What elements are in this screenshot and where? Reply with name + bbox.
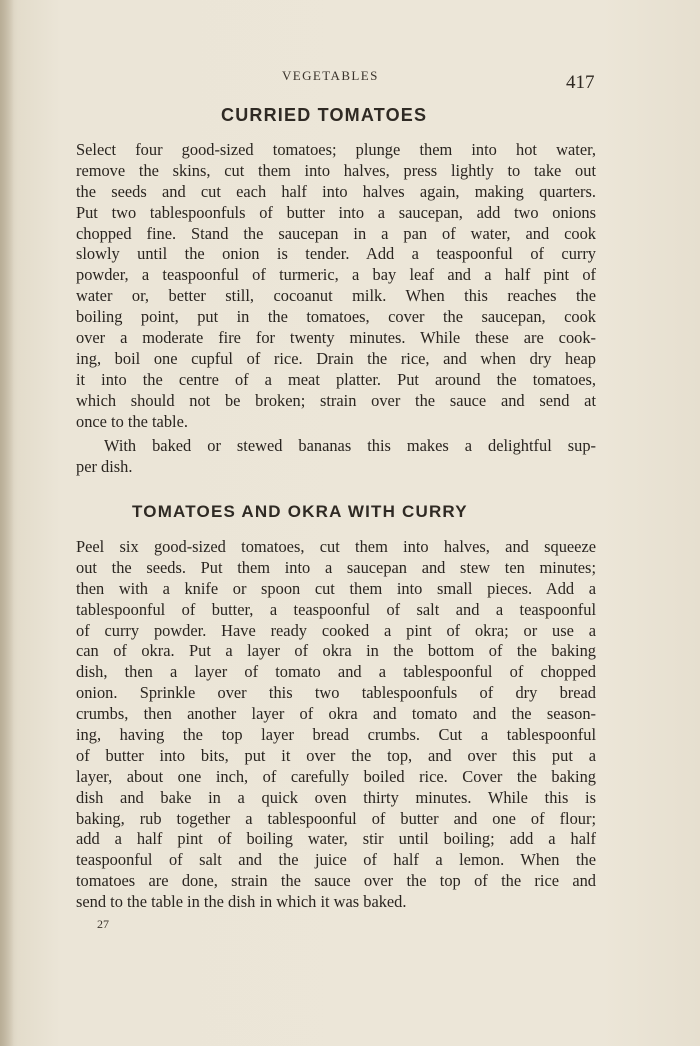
text-line: Put two tablespoonfuls of butter into a saucepan, add two onions [76,202,596,222]
text-line: which should not be broken; strain over the sauce and send at [76,390,596,410]
text-line: the seeds and cut each half into halves again, making quarters. [76,181,596,201]
text-line: over a moderate fire for twenty minutes. While these are cook- [76,328,596,348]
page-number: 417 [566,72,595,93]
text-line: layer, about one inch, of carefully boiled rice. Cover the baking [76,766,596,786]
text-line: Select four good-sized tomatoes; plunge them into hot water, [76,140,596,159]
curried-tomatoes-instructions [76,140,596,432]
text-line: can of okra. Put a layer of okra in the bottom of the baking [76,641,596,661]
running-head: VEGETABLES [282,68,379,83]
text-line: tomatoes are done, strain the sauce over the top of the rice and [76,871,596,891]
text-line: of curry powder. Have ready cooked a pint of okra; or use a [76,620,596,640]
text-line: of butter into bits, put it over the top, and over this put a [76,745,596,765]
recipe-title-curried-tomatoes: CURRIED TOMATOES [221,105,428,125]
text-line: out the seeds. Put them into a saucepan and stew ten minutes; [76,557,596,577]
recipe-title-tomatoes-and-okra: TOMATOES AND OKRA WITH CURRY [132,502,468,521]
text-line: send to the table in the dish in which it was baked. [76,892,407,912]
text-line: With baked or stewed bananas this makes a delightful sup- [104,436,596,455]
text-line: teaspoonful of salt and the juice of half a lemon. When the [76,850,596,870]
text-line: remove the skins, cut them into halves, press lightly to take out [76,160,596,180]
text-line: ing, having the top layer bread crumbs. Cut a tablespoonful [76,725,596,745]
text-line: crumbs, then another layer of okra and tomato and the season- [76,704,596,724]
text-line: add a half pint of boiling water, stir until boiling; add a half [76,829,596,849]
text-line: it into the centre of a meat platter. Put around the tomatoes, [76,369,596,389]
tomatoes-and-okra-instructions [76,537,596,913]
text-line: once to the table. [76,411,188,431]
text-line: baking, rub together a tablespoonful of butter and one of flour; [76,808,596,828]
text-line: tablespoonful of butter, a teaspoonful of salt and a teaspoonful [76,599,596,619]
text-line: boiling point, put in the tomatoes, cover the saucepan, cook [76,307,596,327]
text-line: ing, boil one cupful of rice. Drain the rice, and when dry heap [76,348,596,368]
text-line: dish, then a layer of tomato and a tablespoonful of chopped [76,662,596,682]
text-line: water or, better still, cocoanut milk. When this reaches the [76,286,596,306]
curried-tomatoes-serving-note [76,436,596,478]
text-line: onion. Sprinkle over this two tablespoonfuls of dry bread [76,683,596,703]
page-gutter-shadow [0,0,14,1046]
signature-mark: 27 [97,917,109,931]
text-line: chopped fine. Stand the saucepan in a pan of water, and cook [76,223,596,243]
text-line: dish and bake in a quick oven thirty minutes. While this is [76,787,596,807]
text-line: powder, a teaspoonful of turmeric, a bay leaf and a half pint of [76,265,596,285]
text-line: Peel six good-sized tomatoes, cut them into halves, and squeeze [76,537,596,556]
text-line: slowly until the onion is tender. Add a teaspoonful of curry [76,244,596,264]
text-line: then with a knife or spoon cut them into small pieces. Add a [76,578,596,598]
text-line: per dish. [76,456,133,476]
